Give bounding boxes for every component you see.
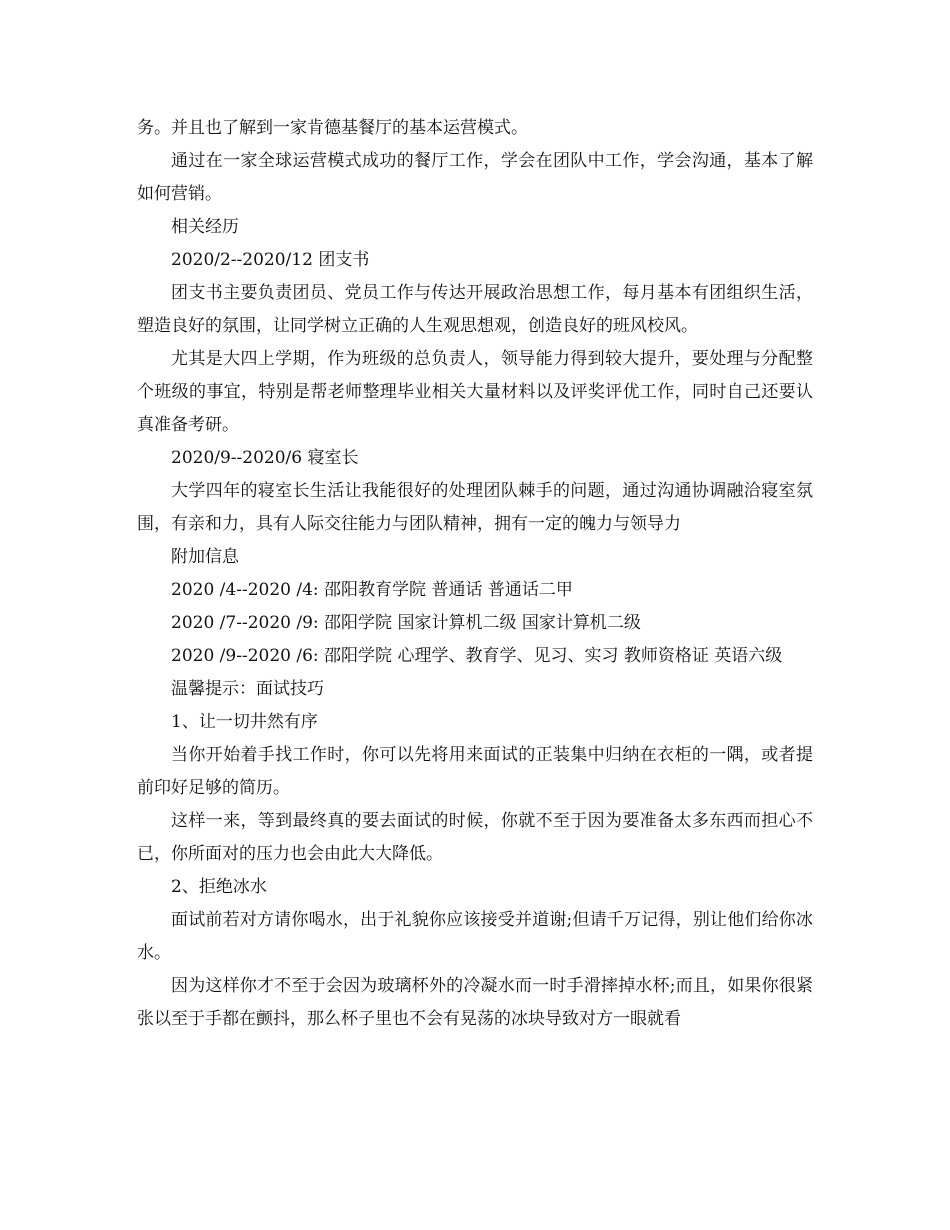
paragraph-16: 这样一来，等到最终真的要去面试的时候，你就不至于因为要准备太多东西而担心不已，你所面对的压力也会由此大大降低。	[137, 811, 813, 864]
certificate-entry-3: 2020 /9--2020 /6: 邵阳学院 心理学、教育学、见习、实习 教师资格证 英语六级	[171, 646, 783, 666]
tip-heading-1: 1、让一切井然有序	[171, 712, 318, 732]
paragraph-15: 当你开始着手找工作时，你可以先将用来面试的正装集中归纳在衣柜的一隅，或者提前印好足够的简历。	[137, 745, 813, 798]
section-heading-interview-tips: 温馨提示：面试技巧	[171, 679, 324, 699]
paragraph-8: 大学四年的寝室长生活让我能很好的处理团队棘手的问题，通过沟通协调融洽寝室氛围，有亲和力，具有人际交往能力与团队精神，拥有一定的魄力与领导力	[137, 481, 813, 534]
tip-heading-2: 2、拒绝冰水	[171, 877, 267, 897]
certificate-entry-1: 2020 /4--2020 /4: 邵阳教育学院 普通话 普通话二甲	[171, 580, 573, 600]
experience-entry-dorm-head: 2020/9--2020/6 寝室长	[171, 448, 359, 468]
paragraph-18: 面试前若对方请你喝水，出于礼貌你应该接受并道谢;但请千万记得，别让他们给你冰水。	[137, 910, 813, 963]
paragraph-2: 通过在一家全球运营模式成功的餐厅工作，学会在团队中工作，学会沟通，基本了解如何营销。	[137, 151, 813, 204]
paragraph-6: 尤其是大四上学期，作为班级的总负责人，领导能力得到较大提升，要处理与分配整个班级的事宜，特别是帮老师整理毕业相关大量材料以及评奖评优工作，同时自己还要认真准备考研。	[137, 349, 813, 435]
experience-entry-league-secretary: 2020/2--2020/12 团支书	[171, 250, 370, 270]
paragraph-5: 团支书主要负责团员、党员工作与传达开展政治思想工作，每月基本有团组织生活，塑造良好的氛围，让同学树立正确的人生观思想观，创造良好的班风校风。	[137, 283, 813, 336]
certificate-entry-2: 2020 /7--2020 /9: 邵阳学院 国家计算机二级 国家计算机二级	[171, 613, 641, 633]
section-heading-additional-info: 附加信息	[171, 547, 239, 567]
paragraph-19: 因为这样你才不至于会因为玻璃杯外的冷凝水而一时手滑摔掉水杯;而且，如果你很紧张以至于手都在颤抖，那么杯子里也不会有晃荡的冰块导致对方一眼就看	[137, 976, 813, 1029]
section-heading-related-experience: 相关经历	[171, 217, 239, 237]
document-body	[137, 112, 813, 1036]
paragraph-1: 务。并且也了解到一家肯德基餐厅的基本运营模式。	[137, 118, 528, 138]
